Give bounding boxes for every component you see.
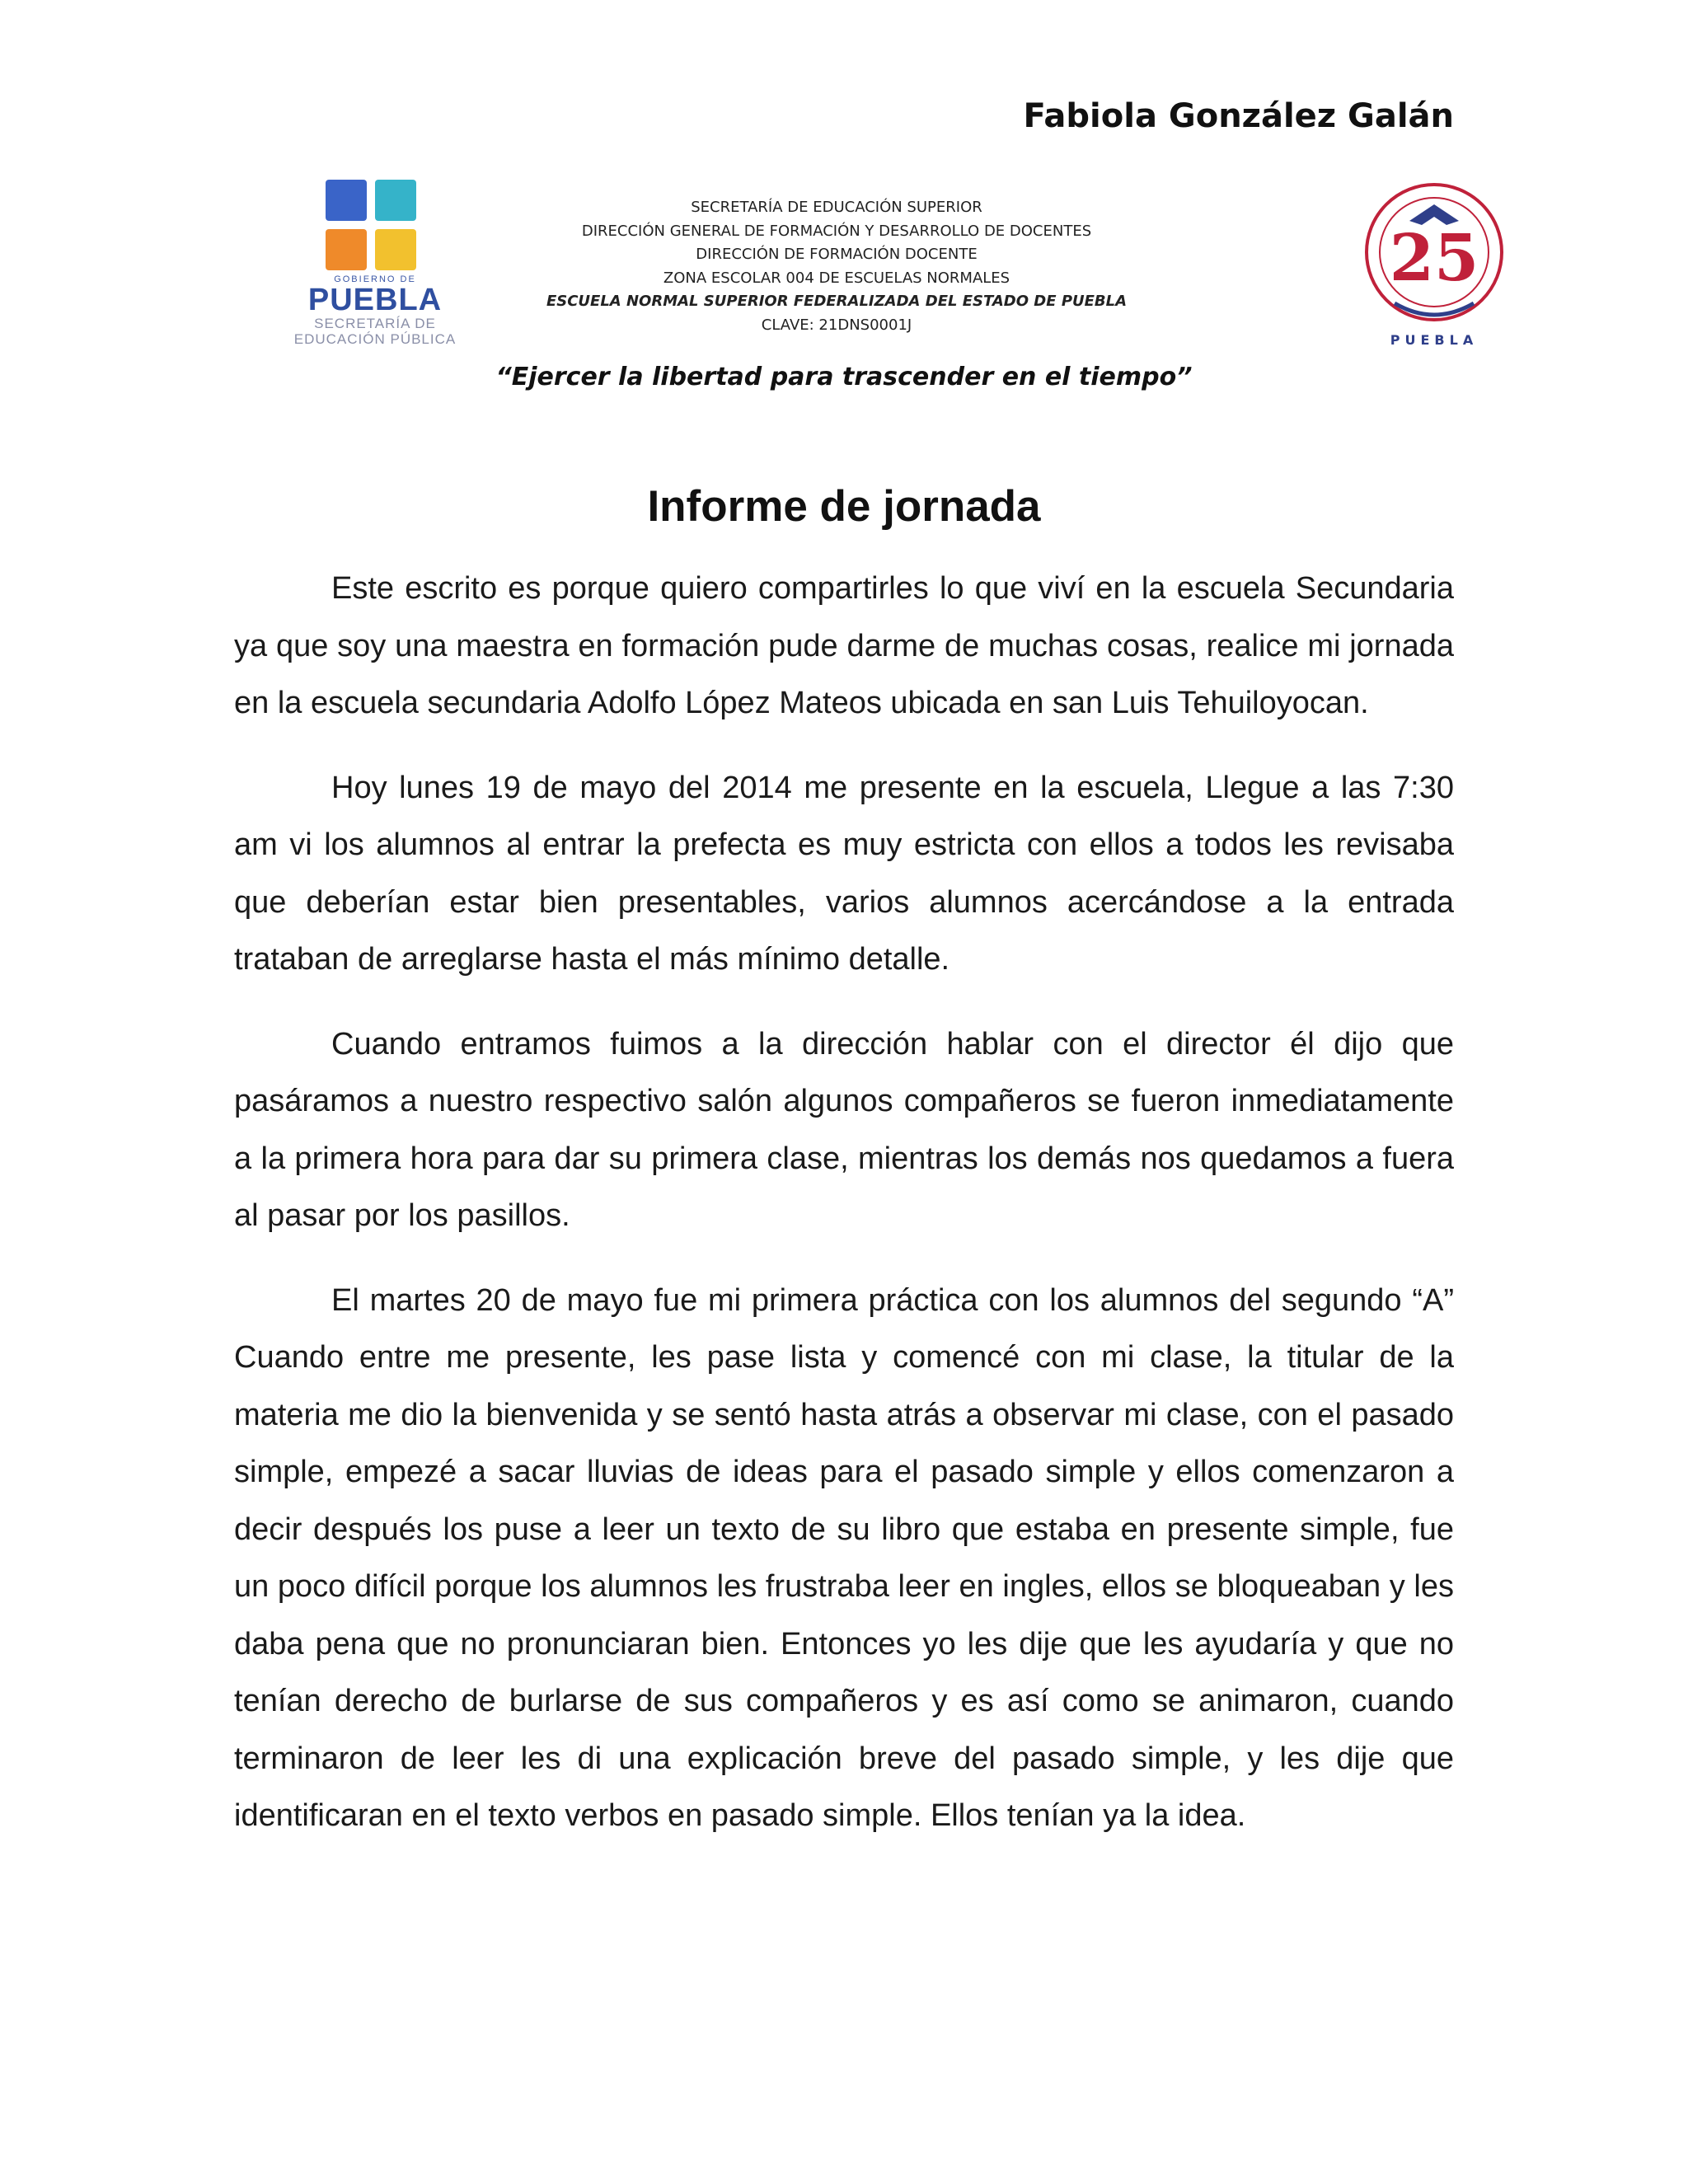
paragraph-3: Cuando entramos fuimos a la dirección hablar con el director él dijo que pasáramos a nuestro respectivo salón algunos compañeros se fueron inmediatamente a la primera hora para dar su primera clase, mientras los demás nos quedamos a fuera al pasar por los pasillos. — [234, 1026, 1454, 1233]
header-line-2: DIRECCIÓN GENERAL DE FORMACIÓN Y DESARROLLO DE DOCENTES — [581, 222, 1092, 240]
logo-big-text: PUEBLA — [307, 283, 443, 317]
paragraph-2: Hoy lunes 19 de mayo del 2014 me presente en la escuela, Llegue a las 7:30 am vi los alumnos al entrar la prefecta es muy estricta con ellos a todos les revisaba que deberían estar bien presentables, varios alumnos acercándose a la entrada trataban de arreglarse hasta el más mínimo detalle. — [234, 770, 1454, 977]
header-line-1: SECRETARÍA DE EDUCACIÓN SUPERIOR — [691, 199, 982, 216]
header-line-3: DIRECCIÓN DE FORMACIÓN DOCENTE — [696, 246, 978, 263]
escuela-normal-seal-logo — [1352, 180, 1517, 353]
seal-number: 25 — [1389, 221, 1479, 296]
paragraph-1: Este escrito es porque quiero compartirles lo que viví en la escuela Secundaria ya que soy una maestra en formación pude darme de muchas cosas, realice mi jornada en la escuela secundaria Adolfo López Mateos ubicada en san Luis Tehuiloyocan. — [234, 571, 1454, 720]
motto: “Ejercer la libertad para trascender en el tiempo” — [495, 363, 1193, 391]
header-line-4: ZONA ESCOLAR 004 DE ESCUELAS NORMALES — [663, 269, 1010, 287]
author-name: Fabiola González Galán — [1023, 97, 1454, 135]
institution-header — [495, 196, 1179, 337]
seal-city: PUEBLA — [1390, 332, 1479, 348]
header-clave: CLAVE: 21DNS0001J — [761, 316, 912, 334]
document-body — [234, 560, 1454, 1872]
header-school-name: ESCUELA NORMAL SUPERIOR FEDERALIZADA DEL ESTADO DE PUEBLA — [546, 293, 1128, 310]
paragraph-4: El martes 20 de mayo fue mi primera práctica con los alumnos del segundo “A” Cuando entre me presente, les pase lista y comencé con mi clase, la titular de la materia me dio la bienvenida y se sentó hasta atrás a observar mi clase, con el pasado simple, empezé a sacar lluvias de ideas para el pasado simple y ellos comenzaron a decir después los puse a leer un texto de su libro que estaba en presente simple, fue un poco difícil porque los alumnos les frustraba leer en ingles, ellos se bloqueaban y les daba pena que no pronunciaran bien. Entonces yo les dije que les ayudaría y que no tenían derecho de burlarse de sus compañeros y es así como se animaron, cuando terminaron de leer les di una explicación breve del pasado simple, y les dije que identificaran en el texto verbos en pasado simple. Ellos tenían ya la idea. — [234, 1282, 1454, 1833]
logo-sub-line1: SECRETARÍA DE — [314, 316, 436, 331]
page-title: Informe de jornada — [647, 482, 1041, 531]
colored-squares-icon — [326, 180, 423, 277]
puebla-sep-logo — [276, 180, 474, 353]
logo-sub-line2: EDUCACIÓN PÚBLICA — [293, 331, 457, 347]
logo-small-text: GOBIERNO DE — [334, 274, 416, 284]
